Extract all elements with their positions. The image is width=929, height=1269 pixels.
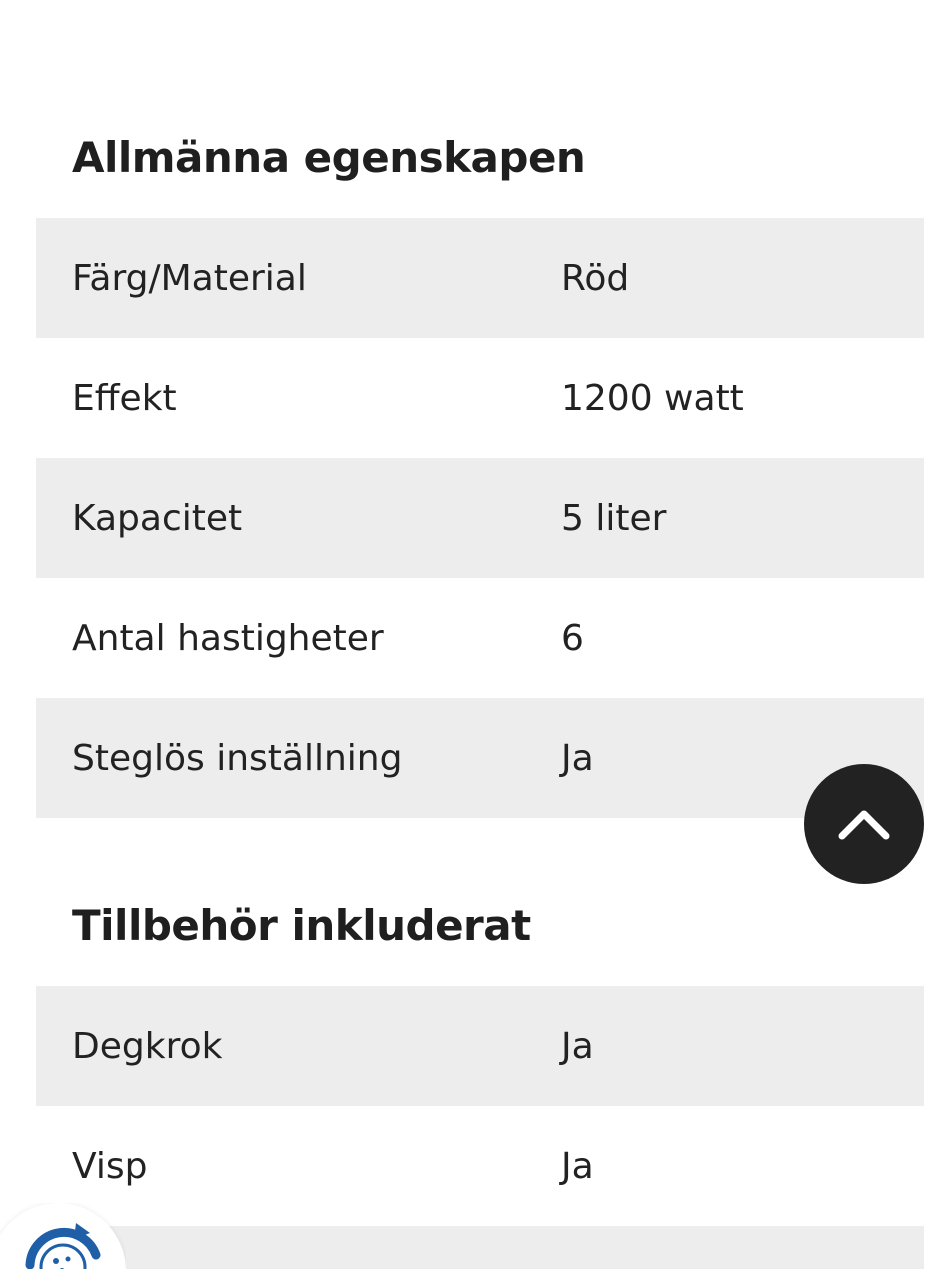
section-title-general: Allmänna egenskapen — [72, 133, 586, 182]
spec-value: Ja — [561, 1145, 594, 1187]
spec-label: Färg/Material — [72, 257, 307, 299]
spec-row-dough-hook — [36, 986, 924, 1106]
spec-row-whisk — [36, 1106, 924, 1226]
spec-label: Visp — [72, 1145, 148, 1187]
spec-row-color-material — [36, 218, 924, 338]
spec-label: Degkrok — [72, 1025, 223, 1067]
spec-label: Kapacitet — [72, 497, 243, 539]
spec-value: Ja — [561, 737, 594, 779]
spec-label: Effekt — [72, 377, 177, 419]
spec-value: 1200 watt — [561, 377, 744, 419]
spec-label: Steglös inställning — [72, 737, 403, 779]
section-title-accessories: Tillbehör inkluderat — [72, 901, 531, 950]
spec-value: 5 liter — [561, 497, 667, 539]
chevron-up-icon — [836, 806, 892, 842]
spec-row-speeds — [36, 578, 924, 698]
cookie-settings-icon — [18, 1219, 108, 1269]
cookie-settings-widget[interactable] — [0, 1203, 126, 1269]
spec-value: Ja — [561, 1025, 594, 1067]
spec-value: Röd — [561, 257, 630, 299]
scroll-to-top-button[interactable] — [804, 764, 924, 884]
spec-row-power — [36, 338, 924, 458]
spec-row-capacity — [36, 458, 924, 578]
spec-table-general — [36, 218, 924, 818]
spec-row-stepless-setting — [36, 698, 924, 818]
spec-table-accessories — [36, 986, 924, 1269]
spec-label: Antal hastigheter — [72, 617, 384, 659]
spec-row-partial — [36, 1226, 924, 1269]
spec-value: 6 — [561, 617, 584, 659]
